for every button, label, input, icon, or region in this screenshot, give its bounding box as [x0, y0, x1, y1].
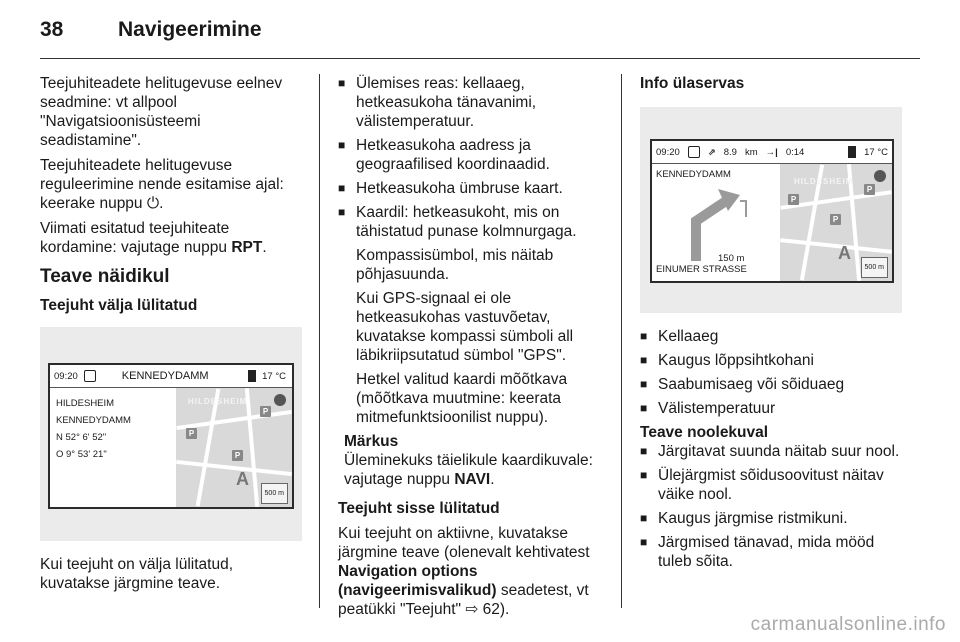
- next-turn-distance: 150 m: [718, 253, 745, 264]
- arrival-time: 0:14: [785, 146, 805, 158]
- parking-icon: P: [864, 184, 875, 195]
- clock-time: 09:20: [54, 370, 78, 382]
- subheading-top-info: Info ülaservas: [640, 75, 745, 92]
- map-city-label: HILDESHEIM: [794, 177, 854, 186]
- section-heading: Teave näidikul: [40, 266, 170, 287]
- position-marker-icon: A: [838, 243, 851, 263]
- list-item: ■ Kaardil: hetkeasukoht, mis on tähistatud punase kolmnurgaga.: [338, 203, 606, 241]
- thermometer-icon: [248, 370, 256, 382]
- figure-caption: Kui teejuht on välja lülitatud, kuvatakse järgmine teave.: [40, 556, 234, 592]
- column-1: [40, 74, 302, 599]
- column-2: [338, 74, 606, 625]
- repeat-text: Viimati esitatud teejuhiteate kordamine: vajutage nuppu: [40, 220, 232, 256]
- street-line: KENNEDYDAMM: [56, 415, 131, 426]
- column-divider-2: [621, 74, 622, 608]
- next-street: EINUMER STRASSE: [656, 264, 747, 275]
- list-item: ■ Kaugus järgmise ristmikuni.: [640, 509, 908, 528]
- current-street: KENNEDYDAMM: [121, 369, 209, 382]
- map-view: [176, 388, 292, 507]
- list-item: ■ Järgmised tänavad, mida mööd tuleb sõita.: [640, 533, 908, 571]
- distance-unit: km: [744, 146, 758, 158]
- small-arrow-icon: [740, 201, 746, 217]
- navigation-options-label: Navigation options (navigeerimisvalikud): [338, 563, 497, 599]
- volume-preset-paragraph: Teejuhiteadete helitugevuse eelnev seadmine: vt allpool "Navigatsioonisüsteemi seadistamine".: [40, 75, 283, 149]
- route-icon: ⇗: [707, 146, 716, 158]
- outside-temperature: 17 °C: [262, 370, 286, 382]
- arrow-info-list: [640, 442, 908, 571]
- map-scale: 500 m: [861, 257, 888, 278]
- display-top-bar: [652, 141, 892, 164]
- scale-paragraph: Hetkel valitud kaardi mõõtkava (mõõtkava muutmine: keerata mitmefunktsioonilist nuppu).: [356, 371, 568, 426]
- turn-arrow-area: [656, 181, 772, 263]
- top-info-list: [640, 327, 908, 418]
- page-number: 38: [40, 18, 64, 41]
- latitude-line: N 52° 6' 52": [56, 432, 107, 443]
- position-marker-icon: A: [236, 469, 249, 489]
- note-block: [338, 432, 606, 489]
- column-3: [640, 74, 908, 576]
- note-text: Üleminekuks täielikule kaardikuvale: vajutage nuppu NAVI.: [344, 452, 593, 488]
- info-list: [338, 74, 606, 241]
- guidance-on-paragraph: Kui teejuht on aktiivne, kuvatakse järgmine teave (olenevalt kehtivatest Navigation options (navigeerimisvalikud) seadetest, vt peatükki "Teejuht" ⇨ 62).: [338, 525, 590, 618]
- parking-icon: P: [232, 450, 243, 461]
- distance-value: 8.9: [723, 146, 737, 158]
- repeat-end: .: [262, 239, 267, 256]
- outside-temperature: 17 °C: [864, 146, 888, 158]
- compass-paragraph: Kompassisümbol, mis näitab põhjasuunda.: [356, 247, 554, 283]
- parking-icon: P: [788, 194, 799, 205]
- figure-guidance-on: [640, 107, 902, 313]
- rpt-button-label: RPT: [231, 239, 263, 256]
- parking-icon: P: [186, 428, 197, 439]
- longitude-line: O 9° 53' 21": [56, 449, 107, 460]
- list-item: ■ Hetkeasukoha aadress ja geograafilised koordinaadid.: [338, 136, 606, 174]
- watermark: carmanualsonline.info: [750, 614, 946, 635]
- parking-icon: P: [830, 214, 841, 225]
- subheading-guidance-on: Teejuht sisse lülitatud: [338, 500, 500, 517]
- list-item: ■ Järgitavat suunda näitab suur nool.: [640, 442, 908, 461]
- compass-icon: [688, 146, 700, 158]
- page-title: Navigeerimine: [118, 18, 262, 41]
- figure-guidance-off: [40, 327, 302, 541]
- map-scale: 500 m: [261, 483, 288, 504]
- compass-map-icon: [274, 394, 286, 406]
- list-item: ■ Kaugus lõppsihtkohani: [640, 351, 908, 370]
- clock-time: 09:20: [656, 146, 680, 158]
- note-title: Märkus: [344, 433, 399, 450]
- repeat-paragraph: [40, 219, 302, 257]
- thermometer-icon: [848, 146, 856, 158]
- map-view: [780, 164, 892, 281]
- compass-icon: [84, 370, 96, 382]
- display-top-bar: [50, 365, 292, 388]
- gps-paragraph: Kui GPS-signaal ei ole hetkeasukohas vastuvõetav, kuvatakse kompassi sümboli all läbikriipsutatud sümbol "GPS".: [356, 290, 574, 364]
- subheading-guidance-off: Teejuht välja lülitatud: [40, 297, 198, 314]
- column-divider-1: [319, 74, 320, 608]
- arrival-icon: →|: [765, 146, 778, 158]
- map-city-label: HILDESHEIM: [188, 397, 248, 406]
- subheading-arrow-display: Teave noolekuval: [640, 424, 769, 441]
- page-header: [40, 18, 262, 48]
- list-item: ■ Ülemises reas: kellaaeg, hetkeasukoha tänavanimi, välistemperatuur.: [338, 74, 606, 131]
- list-item: ■ Ülejärgmist sõidusoovitust näitav väike nool.: [640, 466, 908, 504]
- current-street: KENNEDYDAMM: [656, 169, 731, 180]
- list-item: ■ Hetkeasukoha ümbruse kaart.: [338, 179, 606, 198]
- compass-map-icon: [874, 170, 886, 182]
- city-line: HILDESHEIM: [56, 398, 115, 409]
- display-screen: [48, 363, 294, 509]
- volume-adjust-paragraph: Teejuhiteadete helitugevuse reguleerimine nende esitamise ajal: keerake nuppu ⏻.: [40, 157, 284, 212]
- address-block: [56, 395, 131, 463]
- list-item: ■ Välistemperatuur: [640, 399, 908, 418]
- parking-icon: P: [260, 406, 271, 417]
- list-item: ■ Saabumisaeg või sõiduaeg: [640, 375, 908, 394]
- navi-button-label: NAVI: [454, 471, 491, 488]
- display-screen: [650, 139, 894, 283]
- header-divider: [40, 58, 920, 59]
- list-item: ■ Kellaaeg: [640, 327, 908, 346]
